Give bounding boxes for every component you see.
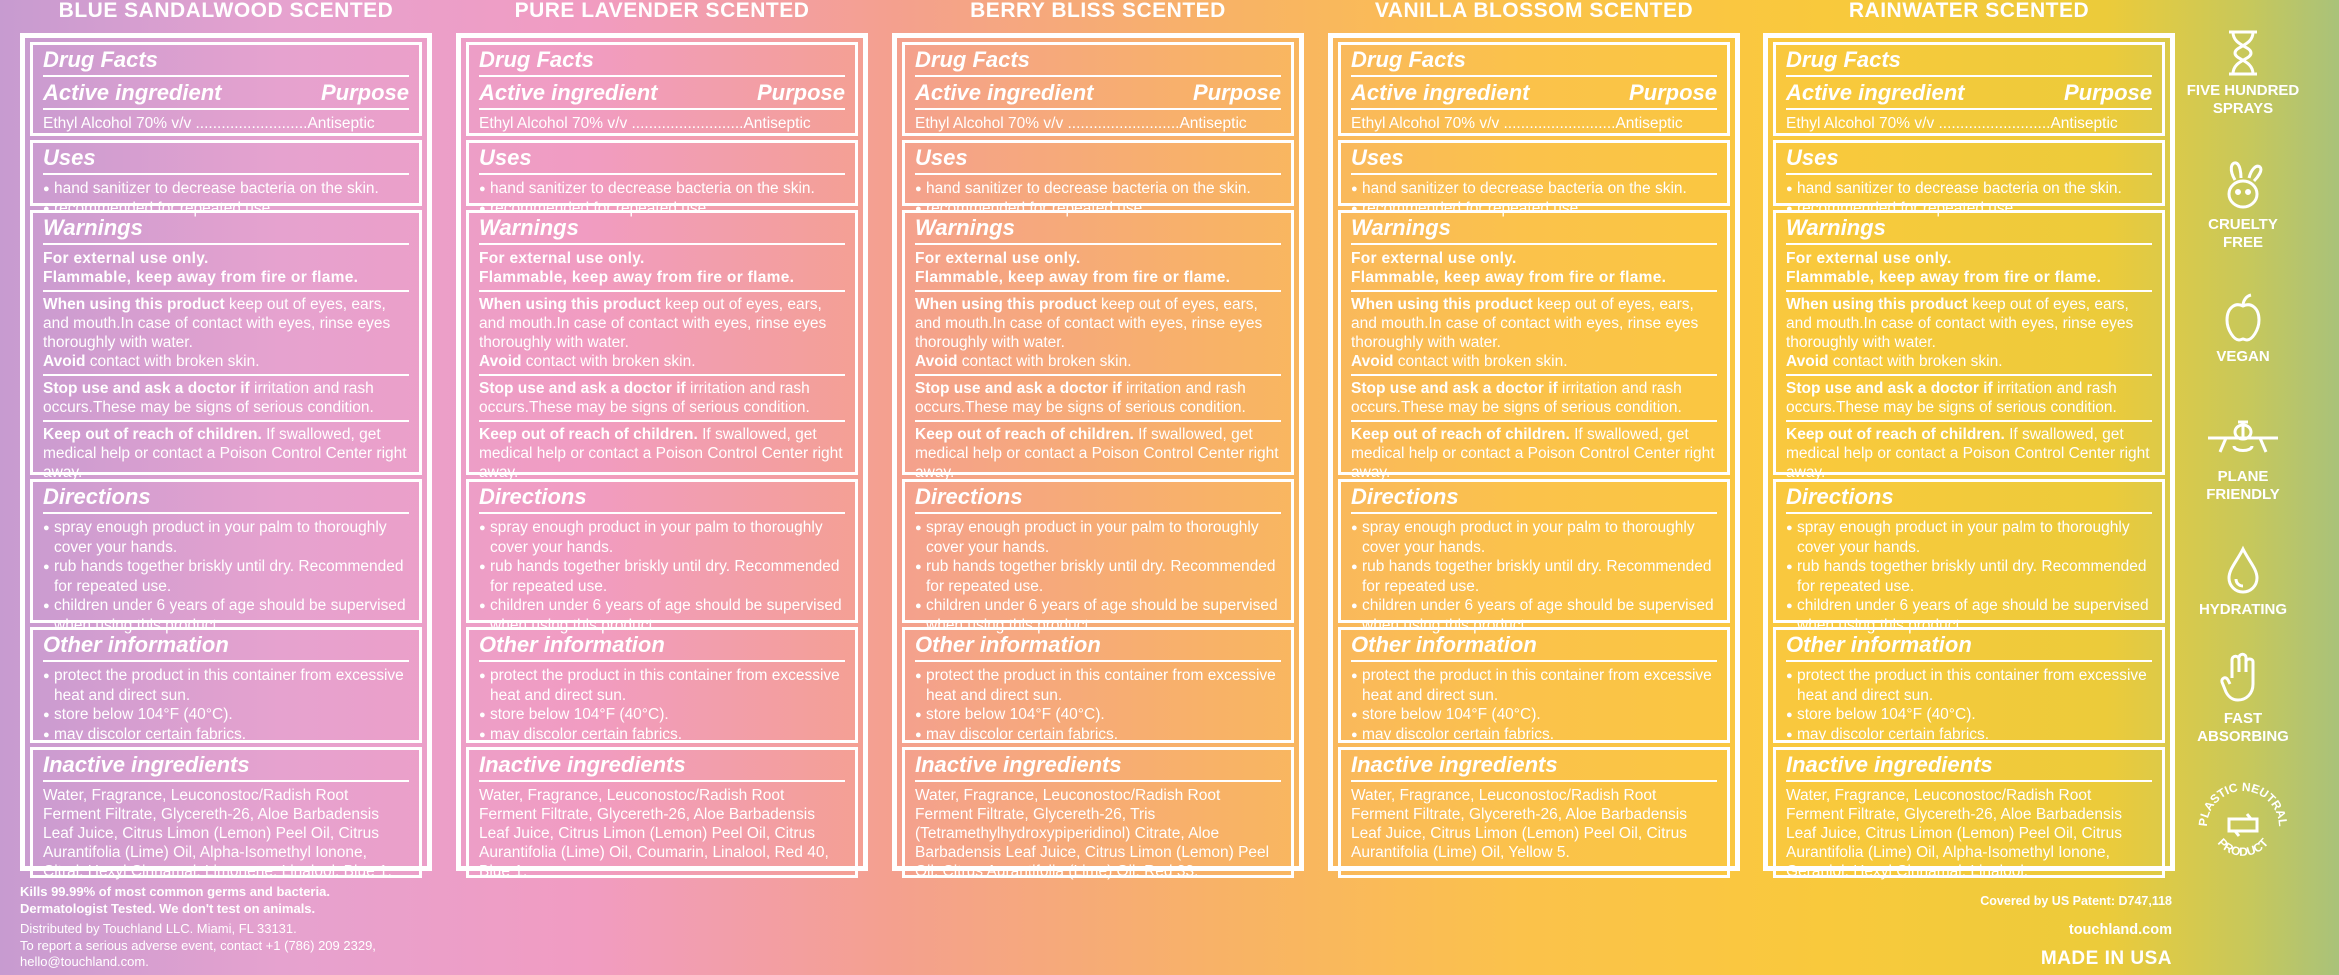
when-using-text: keep out of eyes, ears, and mouth.In case of contact with eyes, rinse eyes thoroughly with water.	[43, 296, 391, 351]
svg-text:PLASTIC NEUTRAL: PLASTIC NEUTRAL	[2195, 779, 2291, 827]
avoid-bold: Avoid	[43, 353, 86, 370]
badge-airplane	[2178, 412, 2308, 504]
warning-external: For external use only.	[1786, 250, 1952, 267]
warning-external: For external use only.	[43, 250, 209, 267]
avoid-text: contact with broken skin.	[1832, 353, 2003, 370]
warning-external: For external use only.	[915, 250, 1081, 267]
sub-divider	[1351, 420, 1717, 422]
sub-divider	[1786, 290, 2152, 292]
rule-divider	[1351, 512, 1717, 514]
rule-divider	[915, 243, 1281, 245]
drug-facts-panel	[1328, 33, 1740, 871]
other-info-section	[1773, 627, 2165, 743]
badge-hand	[2178, 650, 2308, 746]
directions-heading: Directions	[1786, 484, 1894, 509]
direction-item: ● rub hands together briskly until dry. Recommended for repeated use.	[1351, 557, 1717, 596]
inactive-ingredients-text: Water, Fragrance, Leuconostoc/Radish Root Ferment Filtrate, Glycereth-26, Aloe Barbadensis Leaf Juice, Citrus Limon (Lemon) Peel Oil, Citrus Aurantifolia (Lime) Oil, Yellow 5.	[1351, 787, 1687, 861]
sub-divider	[479, 374, 845, 376]
active-header	[1786, 81, 2152, 105]
direction-item: ● children under 6 years of age should be supervised when using this product.	[479, 596, 845, 635]
rule-divider	[915, 780, 1281, 782]
directions-heading: Directions	[43, 484, 151, 509]
directions-section	[1338, 479, 1730, 634]
stop-use-bold: Stop use and ask a doctor if	[43, 380, 250, 397]
sub-divider	[43, 420, 409, 422]
stop-use-text: irritation and rash occurs.These may be signs of serious condition.	[1351, 380, 1682, 416]
footer-line: To report a serious adverse event, contact +1 (786) 209 2329,	[20, 937, 376, 953]
droplet-icon	[2178, 545, 2308, 597]
drug-facts-heading: Drug Facts	[479, 47, 594, 72]
rule-divider	[1786, 173, 2152, 175]
sub-divider	[915, 374, 1281, 376]
other-info-item: ● may discolor certain fabrics.	[915, 725, 1281, 745]
uses-heading: Uses	[43, 145, 96, 170]
direction-item: ● spray enough product in your palm to thoroughly cover your hands.	[1786, 518, 2152, 557]
drug-facts-panel	[20, 33, 432, 880]
warnings-heading: Warnings	[1351, 215, 1451, 240]
rule-divider	[915, 75, 1281, 77]
other-info-heading: Other information	[1786, 632, 1972, 657]
sub-divider	[1786, 420, 2152, 422]
badge-hourglass	[2178, 28, 2308, 118]
other-info-item: ● protect the product in this container from excessive heat and direct sun.	[43, 666, 409, 705]
other-info-item: ● protect the product in this container from excessive heat and direct sun.	[1786, 666, 2152, 705]
active-ingredient-line: Ethyl Alcohol 70% v/v ..........................Antiseptic	[915, 115, 1247, 132]
when-using	[1351, 295, 1717, 352]
uses-heading: Uses	[915, 145, 968, 170]
active-ingredient-line: Ethyl Alcohol 70% v/v ..........................Antiseptic	[1786, 115, 2118, 132]
footer-line: Distributed by Touchland LLC. Miami, FL 33131.	[20, 921, 297, 936]
when-using-text: keep out of eyes, ears, and mouth.In case of contact with eyes, rinse eyes thoroughly with water.	[915, 296, 1263, 351]
direction-item: ● children under 6 years of age should be supervised when using this product.	[915, 596, 1281, 635]
other-info-item: ● may discolor certain fabrics.	[43, 725, 409, 745]
sub-divider	[479, 290, 845, 292]
stop-use	[43, 379, 409, 417]
rule-divider	[43, 75, 409, 77]
rule-divider	[1786, 108, 2152, 110]
rule-divider	[1786, 780, 2152, 782]
when-using-text: keep out of eyes, ears, and mouth.In case of contact with eyes, rinse eyes thoroughly with water.	[1786, 296, 2134, 351]
when-using-bold: When using this product	[479, 296, 661, 313]
avoid	[915, 352, 1281, 371]
direction-item: ● spray enough product in your palm to thoroughly cover your hands.	[1351, 518, 1717, 557]
use-item: ● recommended for repeated use.	[479, 199, 845, 219]
warnings-section	[902, 210, 1294, 481]
keep-out-bold: Keep out of reach of children.	[1786, 426, 2005, 443]
active-ingredient-label: Active ingredient	[479, 80, 658, 105]
drug-facts-heading: Drug Facts	[43, 47, 158, 72]
uses-section	[466, 140, 858, 217]
direction-item: ● spray enough product in your palm to thoroughly cover your hands.	[43, 518, 409, 557]
keep-out	[915, 425, 1281, 482]
other-info-heading: Other information	[915, 632, 1101, 657]
other-info-heading: Other information	[479, 632, 665, 657]
other-info-item: ● store below 104°F (40°C).	[43, 705, 409, 725]
when-using-text: keep out of eyes, ears, and mouth.In case of contact with eyes, rinse eyes thoroughly with water.	[1351, 296, 1699, 351]
rule-divider	[1351, 660, 1717, 662]
inactive-heading: Inactive ingredients	[479, 752, 686, 777]
uses-heading: Uses	[1351, 145, 1404, 170]
airplane-icon	[2178, 412, 2308, 464]
badge-label: FIVE HUNDRED SPRAYS	[2186, 82, 2300, 117]
active-ingredient-label: Active ingredient	[43, 80, 222, 105]
warnings-section	[1338, 210, 1730, 481]
rule-divider	[1351, 243, 1717, 245]
directions-section	[466, 479, 858, 634]
avoid	[43, 352, 409, 371]
inactive-section	[466, 747, 858, 878]
drug-facts-panel	[456, 33, 868, 880]
rule-divider	[1786, 512, 2152, 514]
other-info-section	[466, 627, 858, 743]
warnings-heading: Warnings	[915, 215, 1015, 240]
warning-flammable: Flammable, keep away from fire or flame.	[1351, 269, 1667, 286]
uses-section	[1773, 140, 2165, 217]
rule-divider	[479, 780, 845, 782]
drug-facts-heading: Drug Facts	[1786, 47, 1901, 72]
rule-divider	[479, 243, 845, 245]
purpose-label: Purpose	[2063, 80, 2152, 105]
active-ingredient-section	[902, 42, 1294, 136]
when-using	[915, 295, 1281, 352]
warning-external: For external use only.	[1351, 250, 1517, 267]
direction-item: ● rub hands together briskly until dry. Recommended for repeated use.	[479, 557, 845, 596]
rule-divider	[43, 512, 409, 514]
uses-section	[1338, 140, 1730, 217]
other-info-section	[30, 627, 422, 743]
use-item: ● hand sanitizer to decrease bacteria on the skin.	[1351, 179, 1717, 199]
rule-divider	[43, 243, 409, 245]
rule-divider	[479, 75, 845, 77]
active-header	[479, 81, 845, 105]
inactive-heading: Inactive ingredients	[1786, 752, 1993, 777]
avoid-bold: Avoid	[915, 353, 958, 370]
active-ingredient-line: Ethyl Alcohol 70% v/v ..........................Antiseptic	[43, 115, 375, 132]
active-ingredient-label: Active ingredient	[915, 80, 1094, 105]
rule-divider	[479, 108, 845, 110]
direction-item: ● spray enough product in your palm to thoroughly cover your hands.	[915, 518, 1281, 557]
inactive-section	[902, 747, 1294, 878]
when-using-bold: When using this product	[915, 296, 1097, 313]
when-using	[43, 295, 409, 352]
stop-use	[1786, 379, 2152, 417]
avoid-text: contact with broken skin.	[1397, 353, 1568, 370]
stop-use-text: irritation and rash occurs.These may be signs of serious condition.	[479, 380, 810, 416]
use-item: ● recommended for repeated use.	[1786, 199, 2152, 219]
use-item: ● hand sanitizer to decrease bacteria on the skin.	[43, 179, 409, 199]
directions-section	[1773, 479, 2165, 634]
avoid-bold: Avoid	[479, 353, 522, 370]
active-header	[43, 81, 409, 105]
uses-heading: Uses	[479, 145, 532, 170]
when-using	[1786, 295, 2152, 352]
direction-item: ● rub hands together briskly until dry. Recommended for repeated use.	[1786, 557, 2152, 596]
warnings-section	[30, 210, 422, 481]
sub-divider	[1351, 374, 1717, 376]
keep-out	[1786, 425, 2152, 482]
use-item: ● recommended for repeated use.	[43, 199, 409, 219]
sub-divider	[43, 290, 409, 292]
badge-label: CRUELTY FREE	[2208, 216, 2278, 251]
inactive-ingredients-text: Water, Fragrance, Leuconostoc/Radish Root Ferment Filtrate, Glycereth-26, Aloe Barbadensis Leaf Juice, Citrus Limon (Lemon) Peel Oil, Citrus Aurantifolia (Lime) Oil, Coumarin, Linalool, Red 40, Blue 1.	[479, 787, 829, 880]
badge-droplet	[2178, 545, 2308, 619]
warning-flammable: Flammable, keep away from fire or flame.	[1786, 269, 2102, 286]
purpose-label: Purpose	[1192, 80, 1281, 105]
when-using-bold: When using this product	[43, 296, 225, 313]
rule-divider	[1786, 660, 2152, 662]
when-using	[479, 295, 845, 352]
active-ingredient-section	[30, 42, 422, 136]
active-ingredient-label: Active ingredient	[1351, 80, 1530, 105]
use-item: ● hand sanitizer to decrease bacteria on the skin.	[479, 179, 845, 199]
use-item: ● recommended for repeated use.	[1351, 199, 1717, 219]
directions-heading: Directions	[915, 484, 1023, 509]
rule-divider	[915, 173, 1281, 175]
active-ingredient-section	[466, 42, 858, 136]
sub-divider	[915, 420, 1281, 422]
inactive-ingredients-text: Water, Fragrance, Leuconostoc/Radish Root Ferment Filtrate, Glycereth-26, Aloe Barbadensis Leaf Juice, Citrus Limon (Lemon) Peel Oil, Citrus Aurantifolia (Lime) Oil, Alpha-Isomethyl Ionone, Geraniol, Hexyl Cinnamal, Linalool.	[1786, 787, 2122, 880]
other-info-item: ● store below 104°F (40°C).	[1351, 705, 1717, 725]
rule-divider	[43, 660, 409, 662]
avoid-text: contact with broken skin.	[89, 353, 260, 370]
rule-divider	[479, 512, 845, 514]
keep-out-text: If swallowed, get medical help or contact a Poison Control Center right away.	[915, 426, 1279, 481]
avoid	[479, 352, 845, 371]
other-info-item: ● store below 104°F (40°C).	[1786, 705, 2152, 725]
svg-text:PRODUCT: PRODUCT	[2214, 835, 2272, 859]
badge-label: FAST ABSORBING	[2197, 710, 2289, 745]
active-header	[1351, 81, 1717, 105]
plastic-neutral-badge	[2178, 775, 2308, 875]
apple-icon	[2178, 292, 2308, 344]
uses-section	[902, 140, 1294, 217]
rule-divider	[479, 173, 845, 175]
sub-divider	[43, 374, 409, 376]
scent-title: BERRY BLISS SCENTED	[970, 0, 1226, 22]
scent-title: VANILLA BLOSSOM SCENTED	[1374, 0, 1694, 22]
warning-flammable: Flammable, keep away from fire or flame.	[43, 269, 359, 286]
rule-divider	[1351, 108, 1717, 110]
warnings-heading: Warnings	[1786, 215, 1886, 240]
use-item: ● recommended for repeated use.	[915, 199, 1281, 219]
footer-info	[20, 884, 376, 971]
keep-out-text: If swallowed, get medical help or contact a Poison Control Center right away.	[1786, 426, 2150, 481]
inactive-heading: Inactive ingredients	[1351, 752, 1558, 777]
uses-section	[30, 140, 422, 217]
inactive-heading: Inactive ingredients	[915, 752, 1122, 777]
rule-divider	[479, 660, 845, 662]
direction-item: ● rub hands together briskly until dry. Recommended for repeated use.	[43, 557, 409, 596]
inactive-section	[1773, 747, 2165, 878]
sub-divider	[915, 290, 1281, 292]
footer-line: Dermatologist Tested. We don't test on animals.	[20, 900, 316, 916]
warning-flammable: Flammable, keep away from fire or flame.	[915, 269, 1231, 286]
badge-label: HYDRATING	[2198, 601, 2288, 618]
other-info-item: ● may discolor certain fabrics.	[479, 725, 845, 745]
other-info-item: ● may discolor certain fabrics.	[1786, 725, 2152, 745]
stop-use-bold: Stop use and ask a doctor if	[479, 380, 686, 397]
inactive-heading: Inactive ingredients	[43, 752, 250, 777]
warnings-section	[466, 210, 858, 481]
when-using-bold: When using this product	[1351, 296, 1533, 313]
made-in-usa: MADE IN USA	[2040, 948, 2172, 969]
badge-bunny	[2178, 160, 2308, 252]
inactive-section	[1338, 747, 1730, 878]
use-item: ● hand sanitizer to decrease bacteria on the skin.	[915, 179, 1281, 199]
website-text: touchland.com	[2068, 922, 2172, 938]
stop-use-bold: Stop use and ask a doctor if	[1351, 380, 1558, 397]
sub-divider	[1351, 290, 1717, 292]
rule-divider	[915, 660, 1281, 662]
scent-title: RAINWATER SCENTED	[1848, 0, 2090, 22]
keep-out-bold: Keep out of reach of children.	[43, 426, 262, 443]
rule-divider	[915, 512, 1281, 514]
keep-out	[479, 425, 845, 482]
drug-facts-heading: Drug Facts	[915, 47, 1030, 72]
stop-use-bold: Stop use and ask a doctor if	[1786, 380, 1993, 397]
footer-line: hello@touchland.com.	[20, 954, 149, 969]
keep-out-bold: Keep out of reach of children.	[1351, 426, 1570, 443]
stop-use-text: irritation and rash occurs.These may be signs of serious condition.	[43, 380, 374, 416]
purpose-label: Purpose	[1628, 80, 1717, 105]
other-info-section	[1338, 627, 1730, 743]
rule-divider	[43, 173, 409, 175]
active-ingredient-section	[1338, 42, 1730, 136]
avoid-text: contact with broken skin.	[525, 353, 696, 370]
active-ingredient-line: Ethyl Alcohol 70% v/v ..........................Antiseptic	[1351, 115, 1683, 132]
active-header	[915, 81, 1281, 105]
use-item: ● hand sanitizer to decrease bacteria on the skin.	[1786, 179, 2152, 199]
keep-out-text: If swallowed, get medical help or contact a Poison Control Center right away.	[1351, 426, 1715, 481]
hourglass-icon	[2178, 28, 2308, 78]
directions-section	[30, 479, 422, 634]
inactive-section	[30, 747, 422, 878]
drug-facts-heading: Drug Facts	[1351, 47, 1466, 72]
badge-apple	[2178, 292, 2308, 366]
drug-facts-panel	[892, 33, 1304, 880]
rule-divider	[43, 108, 409, 110]
active-ingredient-section	[1773, 42, 2165, 136]
scent-title: PURE LAVENDER SCENTED	[514, 0, 810, 22]
direction-item: ● rub hands together briskly until dry. Recommended for repeated use.	[915, 557, 1281, 596]
inactive-ingredients-text: Water, Fragrance, Leuconostoc/Radish Root Ferment Filtrate, Glycereth-26, Tris (Tetramethylhydroxypiperidinol) Citrate, Aloe Barbadensis Leaf Juice, Citrus Limon (Lemon) Peel Oil, Citrus Aurantifolia (Lime) Oil, Red 33.	[915, 787, 1270, 880]
rule-divider	[43, 780, 409, 782]
other-info-heading: Other information	[43, 632, 229, 657]
rule-divider	[1351, 75, 1717, 77]
warning-flammable: Flammable, keep away from fire or flame.	[479, 269, 795, 286]
keep-out	[43, 425, 409, 482]
rule-divider	[1351, 780, 1717, 782]
stop-use	[915, 379, 1281, 417]
inactive-ingredients-text: Water, Fragrance, Leuconostoc/Radish Root Ferment Filtrate, Glycereth-26, Aloe Barbadensis Leaf Juice, Citrus Limon (Lemon) Peel Oil, Citrus Aurantifolia (Lime) Oil, Alpha-Isomethyl Ionone, Citral, Hexyl Cinnamal, Limonene, Linalool, Blue 1.	[43, 787, 392, 880]
footer-line: Kills 99.99% of most common germs and bacteria.	[20, 884, 330, 899]
badge-label: PLANE FRIENDLY	[2206, 468, 2280, 503]
other-info-heading: Other information	[1351, 632, 1537, 657]
keep-out-bold: Keep out of reach of children.	[479, 426, 698, 443]
direction-item: ● spray enough product in your palm to thoroughly cover your hands.	[479, 518, 845, 557]
active-ingredient-label: Active ingredient	[1786, 80, 1965, 105]
other-info-item: ● protect the product in this container from excessive heat and direct sun.	[479, 666, 845, 705]
warnings-heading: Warnings	[43, 215, 143, 240]
bunny-icon	[2178, 160, 2308, 212]
warnings-heading: Warnings	[479, 215, 579, 240]
when-using-text: keep out of eyes, ears, and mouth.In case of contact with eyes, rinse eyes thoroughly with water.	[479, 296, 827, 351]
keep-out-text: If swallowed, get medical help or contact a Poison Control Center right away.	[479, 426, 843, 481]
drug-facts-panel	[1763, 33, 2175, 880]
scent-title: BLUE SANDALWOOD SCENTED	[58, 0, 394, 22]
direction-item: ● children under 6 years of age should be supervised when using this product.	[1786, 596, 2152, 635]
directions-heading: Directions	[1351, 484, 1459, 509]
rule-divider	[915, 108, 1281, 110]
other-info-item: ● store below 104°F (40°C).	[915, 705, 1281, 725]
patent-text: Covered by US Patent: D747,118	[1980, 894, 2172, 908]
hand-icon	[2178, 650, 2308, 706]
directions-section	[902, 479, 1294, 634]
stop-use-text: irritation and rash occurs.These may be signs of serious condition.	[915, 380, 1246, 416]
rule-divider	[1786, 75, 2152, 77]
stop-use-text: irritation and rash occurs.These may be signs of serious condition.	[1786, 380, 2117, 416]
direction-item: ● children under 6 years of age should be supervised when using this product.	[1351, 596, 1717, 635]
uses-heading: Uses	[1786, 145, 1839, 170]
rule-divider	[1786, 243, 2152, 245]
stop-use	[479, 379, 845, 417]
other-info-item: ● protect the product in this container from excessive heat and direct sun.	[915, 666, 1281, 705]
warning-external: For external use only.	[479, 250, 645, 267]
directions-heading: Directions	[479, 484, 587, 509]
plastic-neutral-icon	[2193, 775, 2293, 875]
purpose-label: Purpose	[320, 80, 409, 105]
warnings-section	[1773, 210, 2165, 481]
avoid-bold: Avoid	[1786, 353, 1829, 370]
keep-out-text: If swallowed, get medical help or contact a Poison Control Center right away.	[43, 426, 407, 481]
avoid-text: contact with broken skin.	[961, 353, 1132, 370]
when-using-bold: When using this product	[1786, 296, 1968, 313]
other-info-section	[902, 627, 1294, 743]
sub-divider	[479, 420, 845, 422]
avoid	[1786, 352, 2152, 371]
keep-out	[1351, 425, 1717, 482]
footer-right	[1980, 893, 2172, 970]
direction-item: ● children under 6 years of age should be supervised when using this product.	[43, 596, 409, 635]
sub-divider	[1786, 374, 2152, 376]
keep-out-bold: Keep out of reach of children.	[915, 426, 1134, 443]
purpose-label: Purpose	[756, 80, 845, 105]
badge-label: VEGAN	[2216, 348, 2270, 365]
active-ingredient-line: Ethyl Alcohol 70% v/v ..........................Antiseptic	[479, 115, 811, 132]
other-info-item: ● protect the product in this container from excessive heat and direct sun.	[1351, 666, 1717, 705]
stop-use	[1351, 379, 1717, 417]
stop-use-bold: Stop use and ask a doctor if	[915, 380, 1122, 397]
avoid-bold: Avoid	[1351, 353, 1394, 370]
other-info-item: ● store below 104°F (40°C).	[479, 705, 845, 725]
avoid	[1351, 352, 1717, 371]
other-info-item: ● may discolor certain fabrics.	[1351, 725, 1717, 745]
rule-divider	[1351, 173, 1717, 175]
